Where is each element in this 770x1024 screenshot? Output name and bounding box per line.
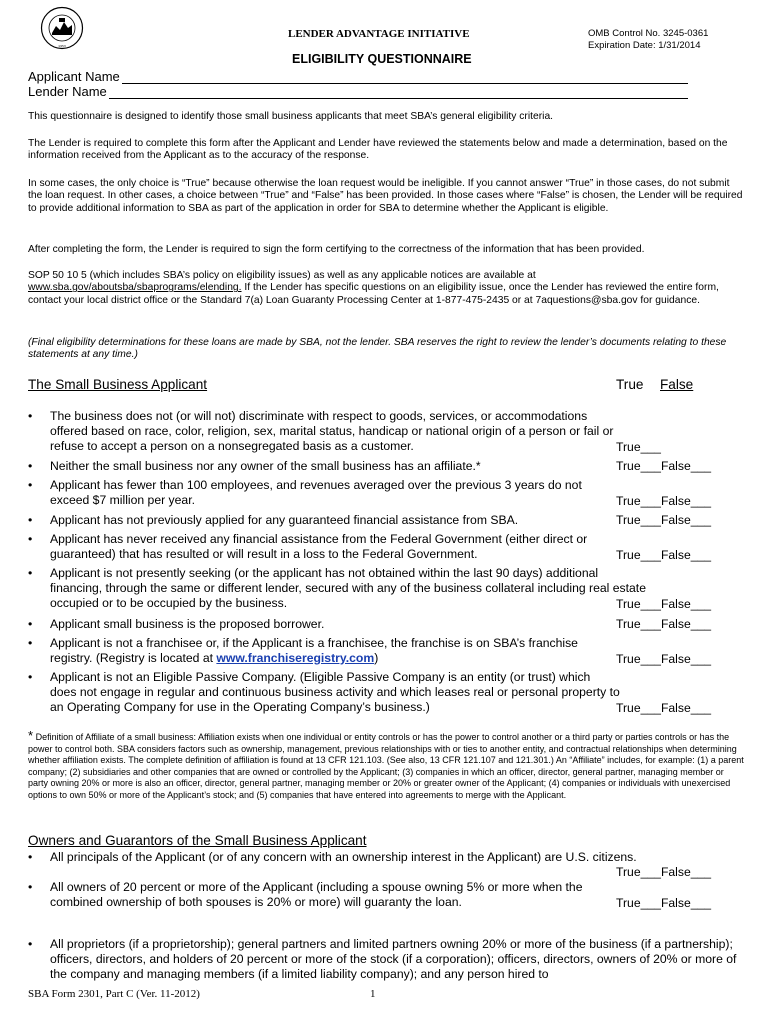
form-number-footer: SBA Form 2301, Part C (Ver. 11-2012) [28,988,200,1000]
intro-paragraph-4: After completing the form, the Lender is required to sign the form certifying to the correctness of the information that has been provided. [28,244,645,255]
omb-info [588,28,708,52]
applicant-name-line[interactable] [122,71,688,84]
section-owners-heading: Owners and Guarantors of the Small Business Applicant [28,833,367,848]
true-false-answer[interactable]: True___False___ [616,701,712,715]
bullet-icon: • [28,478,33,492]
affiliate-footnote: * Definition of Affiliate of a small business: Affiliation exists when one individual or entity controls or has the power to control another or a third party or parties controls or has the power to control both. SBA considers factors such as ownership, management, previous relationships with or ties to another entity, and contractual relationships when determining whether affiliation exists. The complete definition of affiliation is found at 13 CFR 121.103. (See also, 13 CFR 121.107 and 121.301.) An “Affiliate” includes, for example: (1) a parent company; (2) subsidiaries and other companies that are owned or controlled by the Applicant; (3) companies in which an officer, director, general partner, managing member or party owning 20% or more is also an officer, director, general partner, managing member or 20% or greater owner of the Applicant; (4) companies or individuals with unexercised options to own 50% or more of the Applicant’s stock; and (5) companies that have entered into agreements to merge with the Applicant. [28,728,744,800]
true-false-answer[interactable]: True___False___ [616,652,712,666]
bullet-icon: • [28,937,33,951]
page-number: 1 [370,988,376,1000]
bullet-icon: • [28,880,33,894]
bullet-icon: • [28,566,33,580]
bullet-icon: • [28,513,33,527]
true-false-answer[interactable]: True___False___ [616,896,712,910]
true-false-answer[interactable]: True___False___ [616,617,712,631]
page-title: ELIGIBILITY QUESTIONNAIRE [292,52,472,66]
bullet-icon: • [28,636,33,650]
section-applicant-heading: The Small Business Applicant [28,377,208,392]
true-false-answer[interactable]: True___ [616,440,661,454]
bullet-icon: • [28,532,33,546]
true-false-answer[interactable]: True___False___ [616,459,712,473]
bullet-icon: • [28,670,33,684]
bullet-icon: • [28,409,33,423]
lender-name-field[interactable] [28,84,688,99]
bullet-icon: • [28,850,33,864]
elending-link[interactable]: www.sba.gov/aboutsba/sbaprograms/elending. [28,282,242,294]
intro-paragraph-5: SOP 50 10 5 (which includes SBA’s policy on eligibility issues) as well as any applicable notices are available at www.sba.gov/aboutsba/sbaprograms/elending. If the Lender has specific questions on an eligibility issue, once the Lender has reviewed the entire form, contact your local district office or the Standard 7(a) Loan Guaranty Processing Center at 1-877-475-2435 or at 7aquestions@sba.gov for guidance. [28,270,719,306]
intro-paragraph-3: In some cases, the only choice is “True” because otherwise the loan request would be ineligible. If you cannot answer “True” in those cases, do not submit the loan request. In other cases, a choice between “True” and “False” has been provided. In those cases where “False” is chosen, the Lender will be required to provide additional information to SBA as part of the application in order for SBA to determine whether the Applicant is eligible. [28,178,743,214]
franchise-registry-link[interactable]: www.franchiseregistry.com [216,651,375,665]
true-false-answer[interactable]: True___False___ [616,548,712,562]
intro-paragraph-2: The Lender is required to complete this form after the Applicant and Lender have reviewed the statements below and made a determination, based on the information received from the Applicant as to the accuracy of the response. [28,138,728,162]
true-false-answer[interactable]: True___False___ [616,865,712,879]
applicant-name-field[interactable] [28,69,688,84]
svg-text:1953: 1953 [58,44,66,48]
omb-control-number: OMB Control No. 3245-0361 [588,28,709,39]
bullet-icon: • [28,459,33,473]
lender-name-line[interactable] [109,86,688,99]
intro-paragraph-6: (Final eligibility determinations for these loans are made by SBA, not the lender. SBA reserves the right to review the lender’s documents relating to these statements at any time.) [28,337,727,361]
initiative-title: LENDER ADVANTAGE INITIATIVE [288,28,470,40]
true-false-answer[interactable]: True___False___ [616,597,712,611]
false-column-header: False [660,377,694,392]
expiration-date: Expiration Date: 1/31/2014 [588,40,701,51]
bullet-icon: • [28,617,33,631]
true-false-answer[interactable]: True___False___ [616,513,712,527]
sba-seal-logo [40,6,84,50]
lender-name-label: Lender Name [28,84,107,99]
true-column-header: True [616,377,644,392]
applicant-name-label: Applicant Name [28,69,120,84]
true-false-answer[interactable]: True___False___ [616,494,712,508]
intro-paragraph-1: This questionnaire is designed to identify those small business applicants that meet SBA’s general eligibility criteria. [28,111,554,122]
